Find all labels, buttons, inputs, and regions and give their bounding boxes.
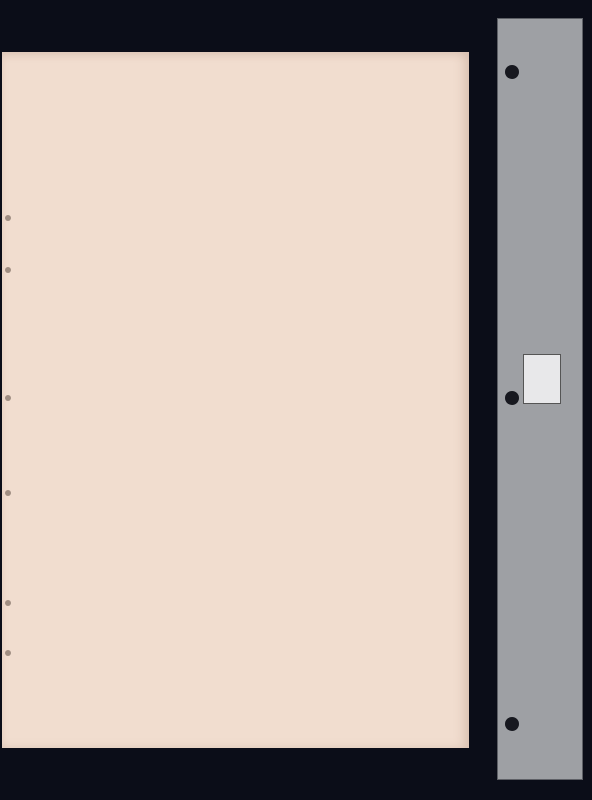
binding-hole — [5, 267, 11, 273]
binding-hole — [5, 600, 11, 606]
strip-hole — [505, 65, 519, 79]
binding-hole — [5, 215, 11, 221]
book-page — [2, 52, 469, 748]
binding-hole — [5, 490, 11, 496]
strip-hole — [505, 391, 519, 405]
binding-hole — [5, 650, 11, 656]
binding-hole — [5, 395, 11, 401]
strip-vertical-labels — [570, 44, 580, 744]
golden-thread-logo — [523, 354, 561, 404]
strip-hole — [505, 717, 519, 731]
